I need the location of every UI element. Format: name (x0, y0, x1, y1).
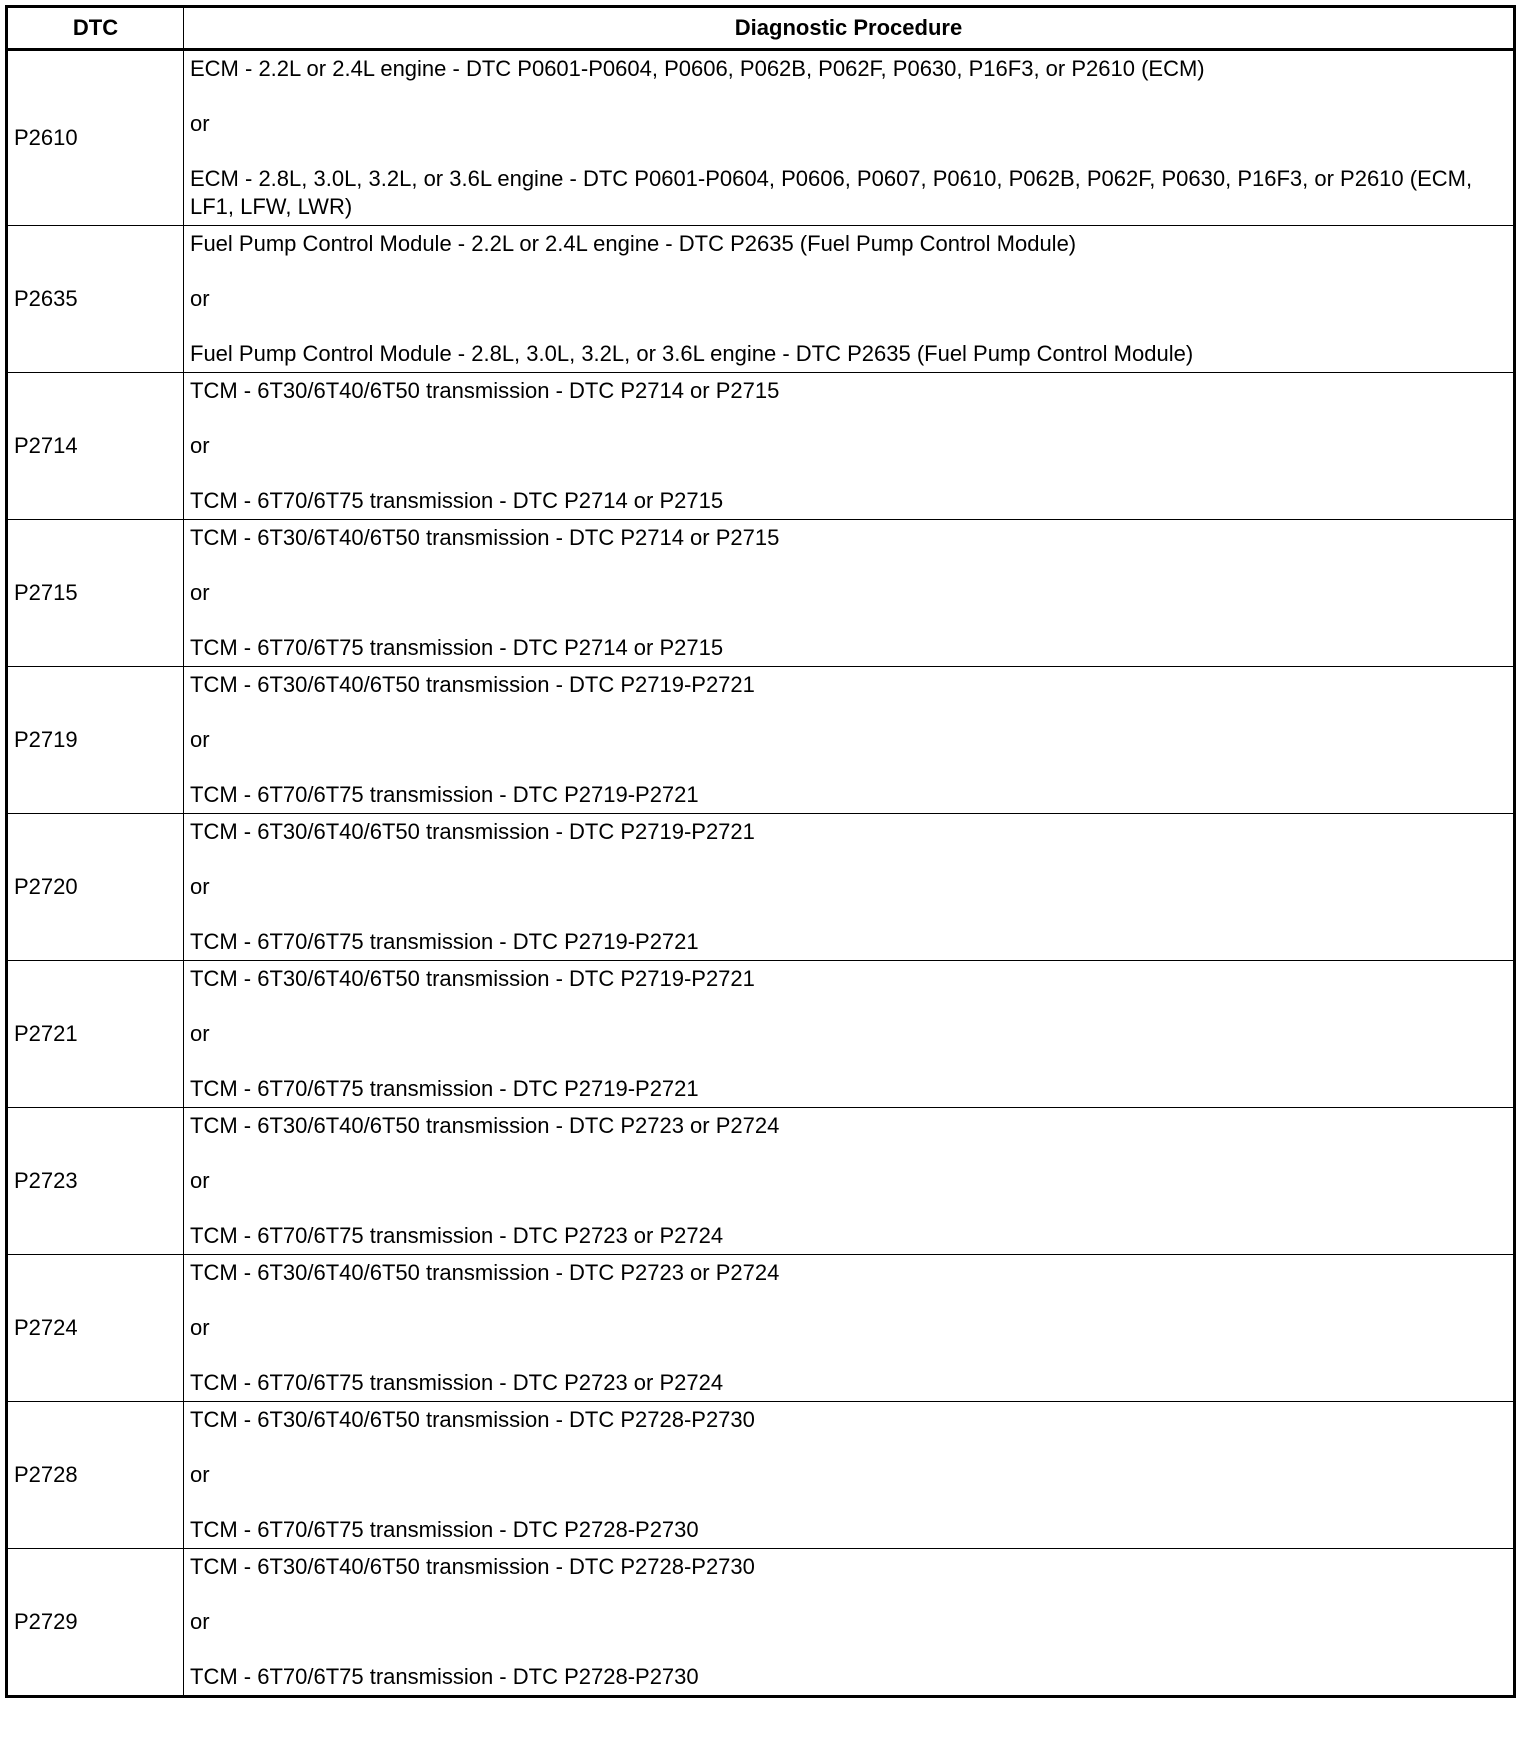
procedure-or-separator: or (190, 1021, 210, 1046)
procedure-or-separator: or (190, 286, 210, 311)
table-row (7, 1549, 1515, 1697)
dtc-code-cell: P2721 (7, 961, 184, 1108)
procedure-or-separator: or (190, 1462, 210, 1487)
table-row (7, 50, 1515, 226)
procedure-or-separator: or (190, 433, 210, 458)
procedure-or-separator: or (190, 580, 210, 605)
procedure-link-text[interactable]: TCM - 6T30/6T40/6T50 transmission - DTC P2719-P2721 (190, 672, 755, 697)
dtc-code-cell: P2635 (7, 226, 184, 373)
dtc-code-cell: P2720 (7, 814, 184, 961)
procedure-or-separator: or (190, 727, 210, 752)
table-row (7, 520, 1515, 667)
procedure-link-text[interactable]: TCM - 6T70/6T75 transmission - DTC P2714 or P2715 (190, 635, 724, 660)
procedure-or-separator: or (190, 874, 210, 899)
procedure-link-text[interactable]: TCM - 6T70/6T75 transmission - DTC P2723 or P2724 (190, 1370, 724, 1395)
procedure-link-text[interactable]: ECM - 2.2L or 2.4L engine - DTC P0601-P0604, P0606, P062B, P062F, P0630, P16F3, or P2610 (ECM) (190, 56, 1205, 81)
table-body (7, 50, 1515, 1697)
dtc-procedure-table (5, 5, 1516, 1698)
diagnostic-procedure-cell (184, 1549, 1515, 1697)
diagnostic-procedure-cell (184, 373, 1515, 520)
procedure-or-separator: or (190, 1315, 210, 1340)
diagnostic-procedure-cell (184, 1255, 1515, 1402)
table-row (7, 226, 1515, 373)
procedure-link-text[interactable]: TCM - 6T70/6T75 transmission - DTC P2719-P2721 (190, 782, 699, 807)
dtc-code-cell: P2610 (7, 50, 184, 226)
table-header-row (7, 7, 1515, 50)
dtc-code-cell: P2714 (7, 373, 184, 520)
procedure-link-text[interactable]: Fuel Pump Control Module - 2.2L or 2.4L engine - DTC P2635 (Fuel Pump Control Module) (190, 231, 1077, 256)
table-row (7, 814, 1515, 961)
procedure-link-text[interactable]: TCM - 6T70/6T75 transmission - DTC P2728-P2730 (190, 1664, 699, 1689)
procedure-link-text[interactable]: TCM - 6T70/6T75 transmission - DTC P2714 or P2715 (190, 488, 724, 513)
procedure-link-text[interactable]: TCM - 6T70/6T75 transmission - DTC P2719-P2721 (190, 1076, 699, 1101)
diagnostic-procedure-cell (184, 667, 1515, 814)
procedure-link-text[interactable]: TCM - 6T30/6T40/6T50 transmission - DTC P2714 or P2715 (190, 378, 780, 403)
procedure-link-text[interactable]: TCM - 6T30/6T40/6T50 transmission - DTC P2728-P2730 (190, 1554, 755, 1579)
table-row (7, 1402, 1515, 1549)
diagnostic-procedure-cell (184, 520, 1515, 667)
procedure-link-text[interactable]: TCM - 6T30/6T40/6T50 transmission - DTC P2723 or P2724 (190, 1113, 780, 1138)
header-diagnostic-procedure: Diagnostic Procedure (184, 7, 1515, 50)
table-row (7, 961, 1515, 1108)
table-row (7, 667, 1515, 814)
diagnostic-procedure-cell (184, 50, 1515, 226)
procedure-link-text[interactable]: TCM - 6T70/6T75 transmission - DTC P2723 or P2724 (190, 1223, 724, 1248)
procedure-link-text[interactable]: TCM - 6T30/6T40/6T50 transmission - DTC P2723 or P2724 (190, 1260, 780, 1285)
diagnostic-procedure-cell (184, 814, 1515, 961)
table-row (7, 373, 1515, 520)
dtc-code-cell: P2724 (7, 1255, 184, 1402)
procedure-link-text[interactable]: TCM - 6T70/6T75 transmission - DTC P2728-P2730 (190, 1517, 699, 1542)
table-row (7, 1108, 1515, 1255)
procedure-link-text[interactable]: TCM - 6T30/6T40/6T50 transmission - DTC P2728-P2730 (190, 1407, 755, 1432)
procedure-link-text[interactable]: TCM - 6T30/6T40/6T50 transmission - DTC P2719-P2721 (190, 819, 755, 844)
dtc-code-cell: P2728 (7, 1402, 184, 1549)
diagnostic-procedure-cell (184, 1108, 1515, 1255)
diagnostic-procedure-cell (184, 1402, 1515, 1549)
table-row (7, 1255, 1515, 1402)
dtc-code-cell: P2719 (7, 667, 184, 814)
dtc-code-cell: P2715 (7, 520, 184, 667)
header-dtc: DTC (7, 7, 184, 50)
diagnostic-procedure-cell (184, 961, 1515, 1108)
procedure-link-text[interactable]: TCM - 6T30/6T40/6T50 transmission - DTC P2714 or P2715 (190, 525, 780, 550)
diagnostic-procedure-cell (184, 226, 1515, 373)
procedure-or-separator: or (190, 1168, 210, 1193)
dtc-code-cell: P2723 (7, 1108, 184, 1255)
procedure-or-separator: or (190, 1609, 210, 1634)
procedure-or-separator: or (190, 111, 210, 136)
procedure-link-text[interactable]: TCM - 6T70/6T75 transmission - DTC P2719-P2721 (190, 929, 699, 954)
procedure-link-text[interactable]: TCM - 6T30/6T40/6T50 transmission - DTC P2719-P2721 (190, 966, 755, 991)
dtc-code-cell: P2729 (7, 1549, 184, 1697)
procedure-link-text[interactable]: Fuel Pump Control Module - 2.8L, 3.0L, 3.2L, or 3.6L engine - DTC P2635 (Fuel Pump Control Module) (190, 341, 1194, 366)
procedure-link-text[interactable]: ECM - 2.8L, 3.0L, 3.2L, or 3.6L engine - DTC P0601-P0604, P0606, P0607, P0610, P062B, P062F, P0630, P16F3, or P2610 (ECM, LF1, LFW, LWR) (190, 166, 1473, 219)
